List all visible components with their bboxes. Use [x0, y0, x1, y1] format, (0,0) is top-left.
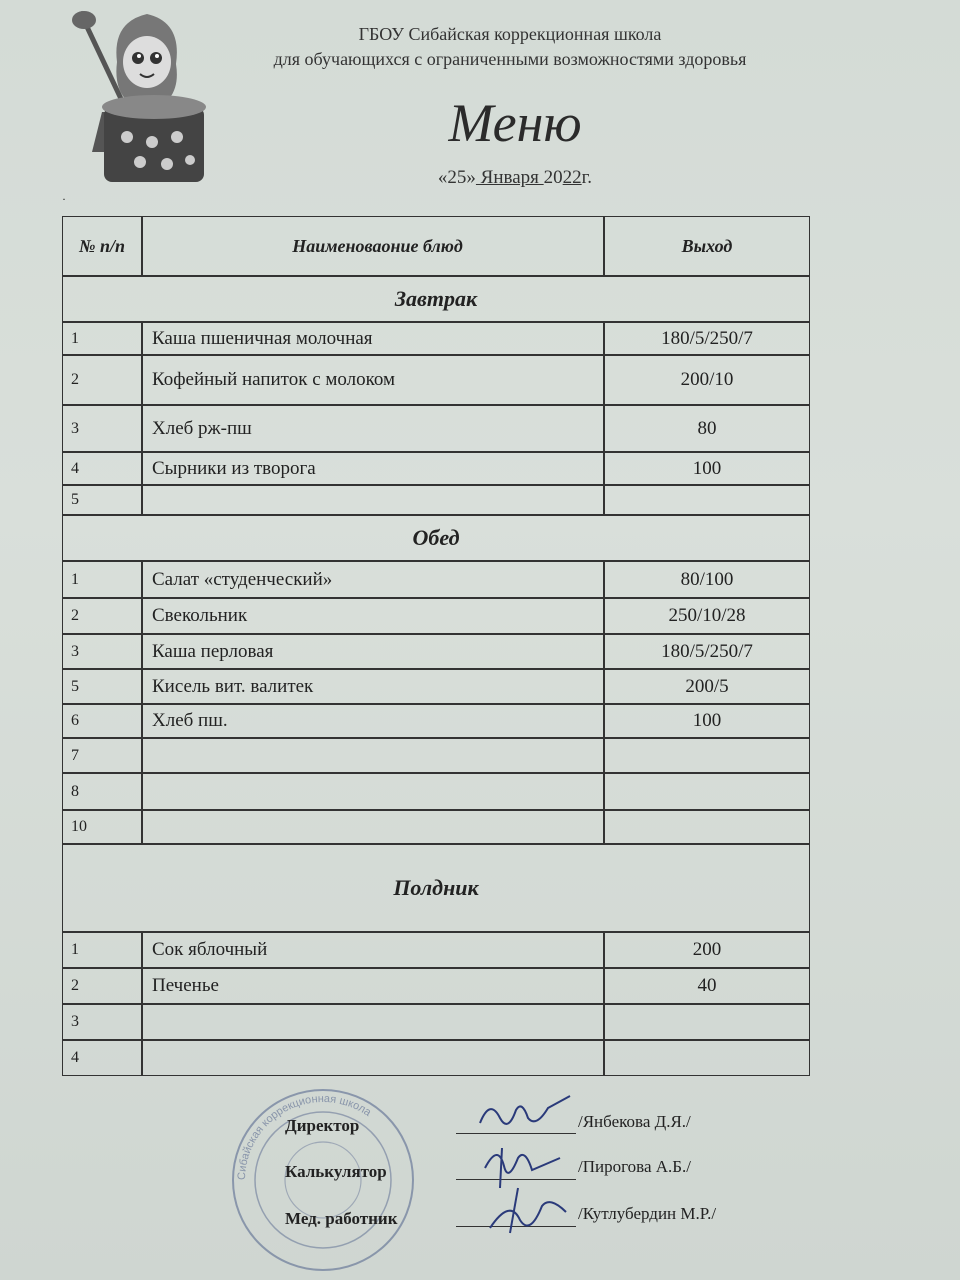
row-number: 5	[62, 485, 142, 515]
header-yield: Выход	[604, 216, 810, 276]
dish-name: Свекольник	[142, 598, 604, 634]
row-number: 6	[62, 704, 142, 738]
row-number: 1	[62, 561, 142, 598]
table-row	[62, 704, 810, 738]
menu-date	[390, 167, 640, 189]
dish-yield: 200/5	[604, 669, 810, 704]
dish-name	[142, 773, 604, 810]
table-row	[62, 932, 810, 968]
header-dish-name: Наименоваоние блюд	[142, 216, 604, 276]
table-row	[62, 773, 810, 810]
table-row	[62, 405, 810, 452]
table-row	[62, 452, 810, 485]
header-num: № п/п	[62, 216, 142, 276]
dish-yield	[604, 485, 810, 515]
section-title: Полдник	[62, 844, 810, 932]
dish-name: Печенье	[142, 968, 604, 1004]
dish-name: Сырники из творога	[142, 452, 604, 485]
row-number: 3	[62, 405, 142, 452]
dish-name: Каша перловая	[142, 634, 604, 669]
stamp-text: Сибайская коррекционная школа	[235, 1092, 374, 1181]
dish-yield	[604, 1004, 810, 1040]
stray-mark: ·	[62, 192, 66, 206]
row-number: 4	[62, 452, 142, 485]
school-name-line2: для обучающихся с ограниченными возможностями здоровья	[273, 49, 747, 69]
table-row	[62, 810, 810, 844]
dish-name: Хлеб пш.	[142, 704, 604, 738]
dish-yield: 180/5/250/7	[604, 634, 810, 669]
dish-yield: 100	[604, 452, 810, 485]
date-year: 22	[562, 167, 582, 188]
section-title: Обед	[62, 515, 810, 561]
table-row	[62, 968, 810, 1004]
table-row	[62, 1040, 810, 1076]
row-number: 4	[62, 1040, 142, 1076]
table-row	[62, 634, 810, 669]
signature-role-medic: Мед. работник	[285, 1209, 398, 1228]
row-number: 1	[62, 932, 142, 968]
row-number: 2	[62, 968, 142, 1004]
section-title: Завтрак	[62, 276, 810, 322]
dish-name: Каша пшеничная молочная	[142, 322, 604, 355]
dish-name	[142, 485, 604, 515]
signature-role-director: Директор	[285, 1116, 360, 1135]
dish-name: Кофейный напиток с молоком	[142, 355, 604, 405]
dish-yield: 200	[604, 932, 810, 968]
signature-name-director: /Янбекова Д.Я./	[578, 1112, 691, 1131]
table-row	[62, 598, 810, 634]
row-number: 7	[62, 738, 142, 773]
menu-table	[62, 216, 810, 1076]
dish-name: Сок яблочный	[142, 932, 604, 968]
date-month: Января	[475, 167, 544, 188]
dish-yield: 200/10	[604, 355, 810, 405]
dish-name: Салат «студенческий»	[142, 561, 604, 598]
dish-yield: 80/100	[604, 561, 810, 598]
dish-yield: 40	[604, 968, 810, 1004]
page-title: Меню	[448, 93, 582, 153]
dish-yield	[604, 773, 810, 810]
table-header-row	[62, 216, 810, 276]
dish-name	[142, 738, 604, 773]
row-number: 8	[62, 773, 142, 810]
row-number: 10	[62, 810, 142, 844]
table-row	[62, 669, 810, 704]
row-number: 5	[62, 669, 142, 704]
row-number: 1	[62, 322, 142, 355]
date-year-century: 20	[543, 167, 563, 188]
row-number: 2	[62, 598, 142, 634]
date-day: «25»	[437, 167, 476, 188]
row-number: 3	[62, 634, 142, 669]
row-number: 3	[62, 1004, 142, 1040]
table-row	[62, 561, 810, 598]
row-number: 2	[62, 355, 142, 405]
date-suffix: г.	[581, 167, 593, 188]
dish-yield: 250/10/28	[604, 598, 810, 634]
dish-yield: 180/5/250/7	[604, 322, 810, 355]
dish-name	[142, 1040, 604, 1076]
dish-yield: 100	[604, 704, 810, 738]
signature-role-calculator: Калькулятор	[285, 1162, 387, 1181]
dish-yield	[604, 810, 810, 844]
signature-name-calculator: /Пирогова А.Б./	[578, 1157, 692, 1176]
dish-name: Кисель вит. валитек	[142, 669, 604, 704]
dish-yield: 80	[604, 405, 810, 452]
handwritten-signatures	[470, 1088, 580, 1238]
table-row	[62, 1004, 810, 1040]
table-row	[62, 738, 810, 773]
dish-name: Хлеб рж-пш	[142, 405, 604, 452]
dish-yield	[604, 738, 810, 773]
school-name-line1: ГБОУ Сибайская коррекционная школа	[358, 24, 662, 44]
table-row	[62, 485, 810, 515]
dish-name	[142, 810, 604, 844]
dish-name	[142, 1004, 604, 1040]
table-row	[62, 322, 810, 355]
signature-name-medic: /Кутлубердин М.Р./	[578, 1204, 717, 1223]
dish-yield	[604, 1040, 810, 1076]
table-row	[62, 355, 810, 405]
